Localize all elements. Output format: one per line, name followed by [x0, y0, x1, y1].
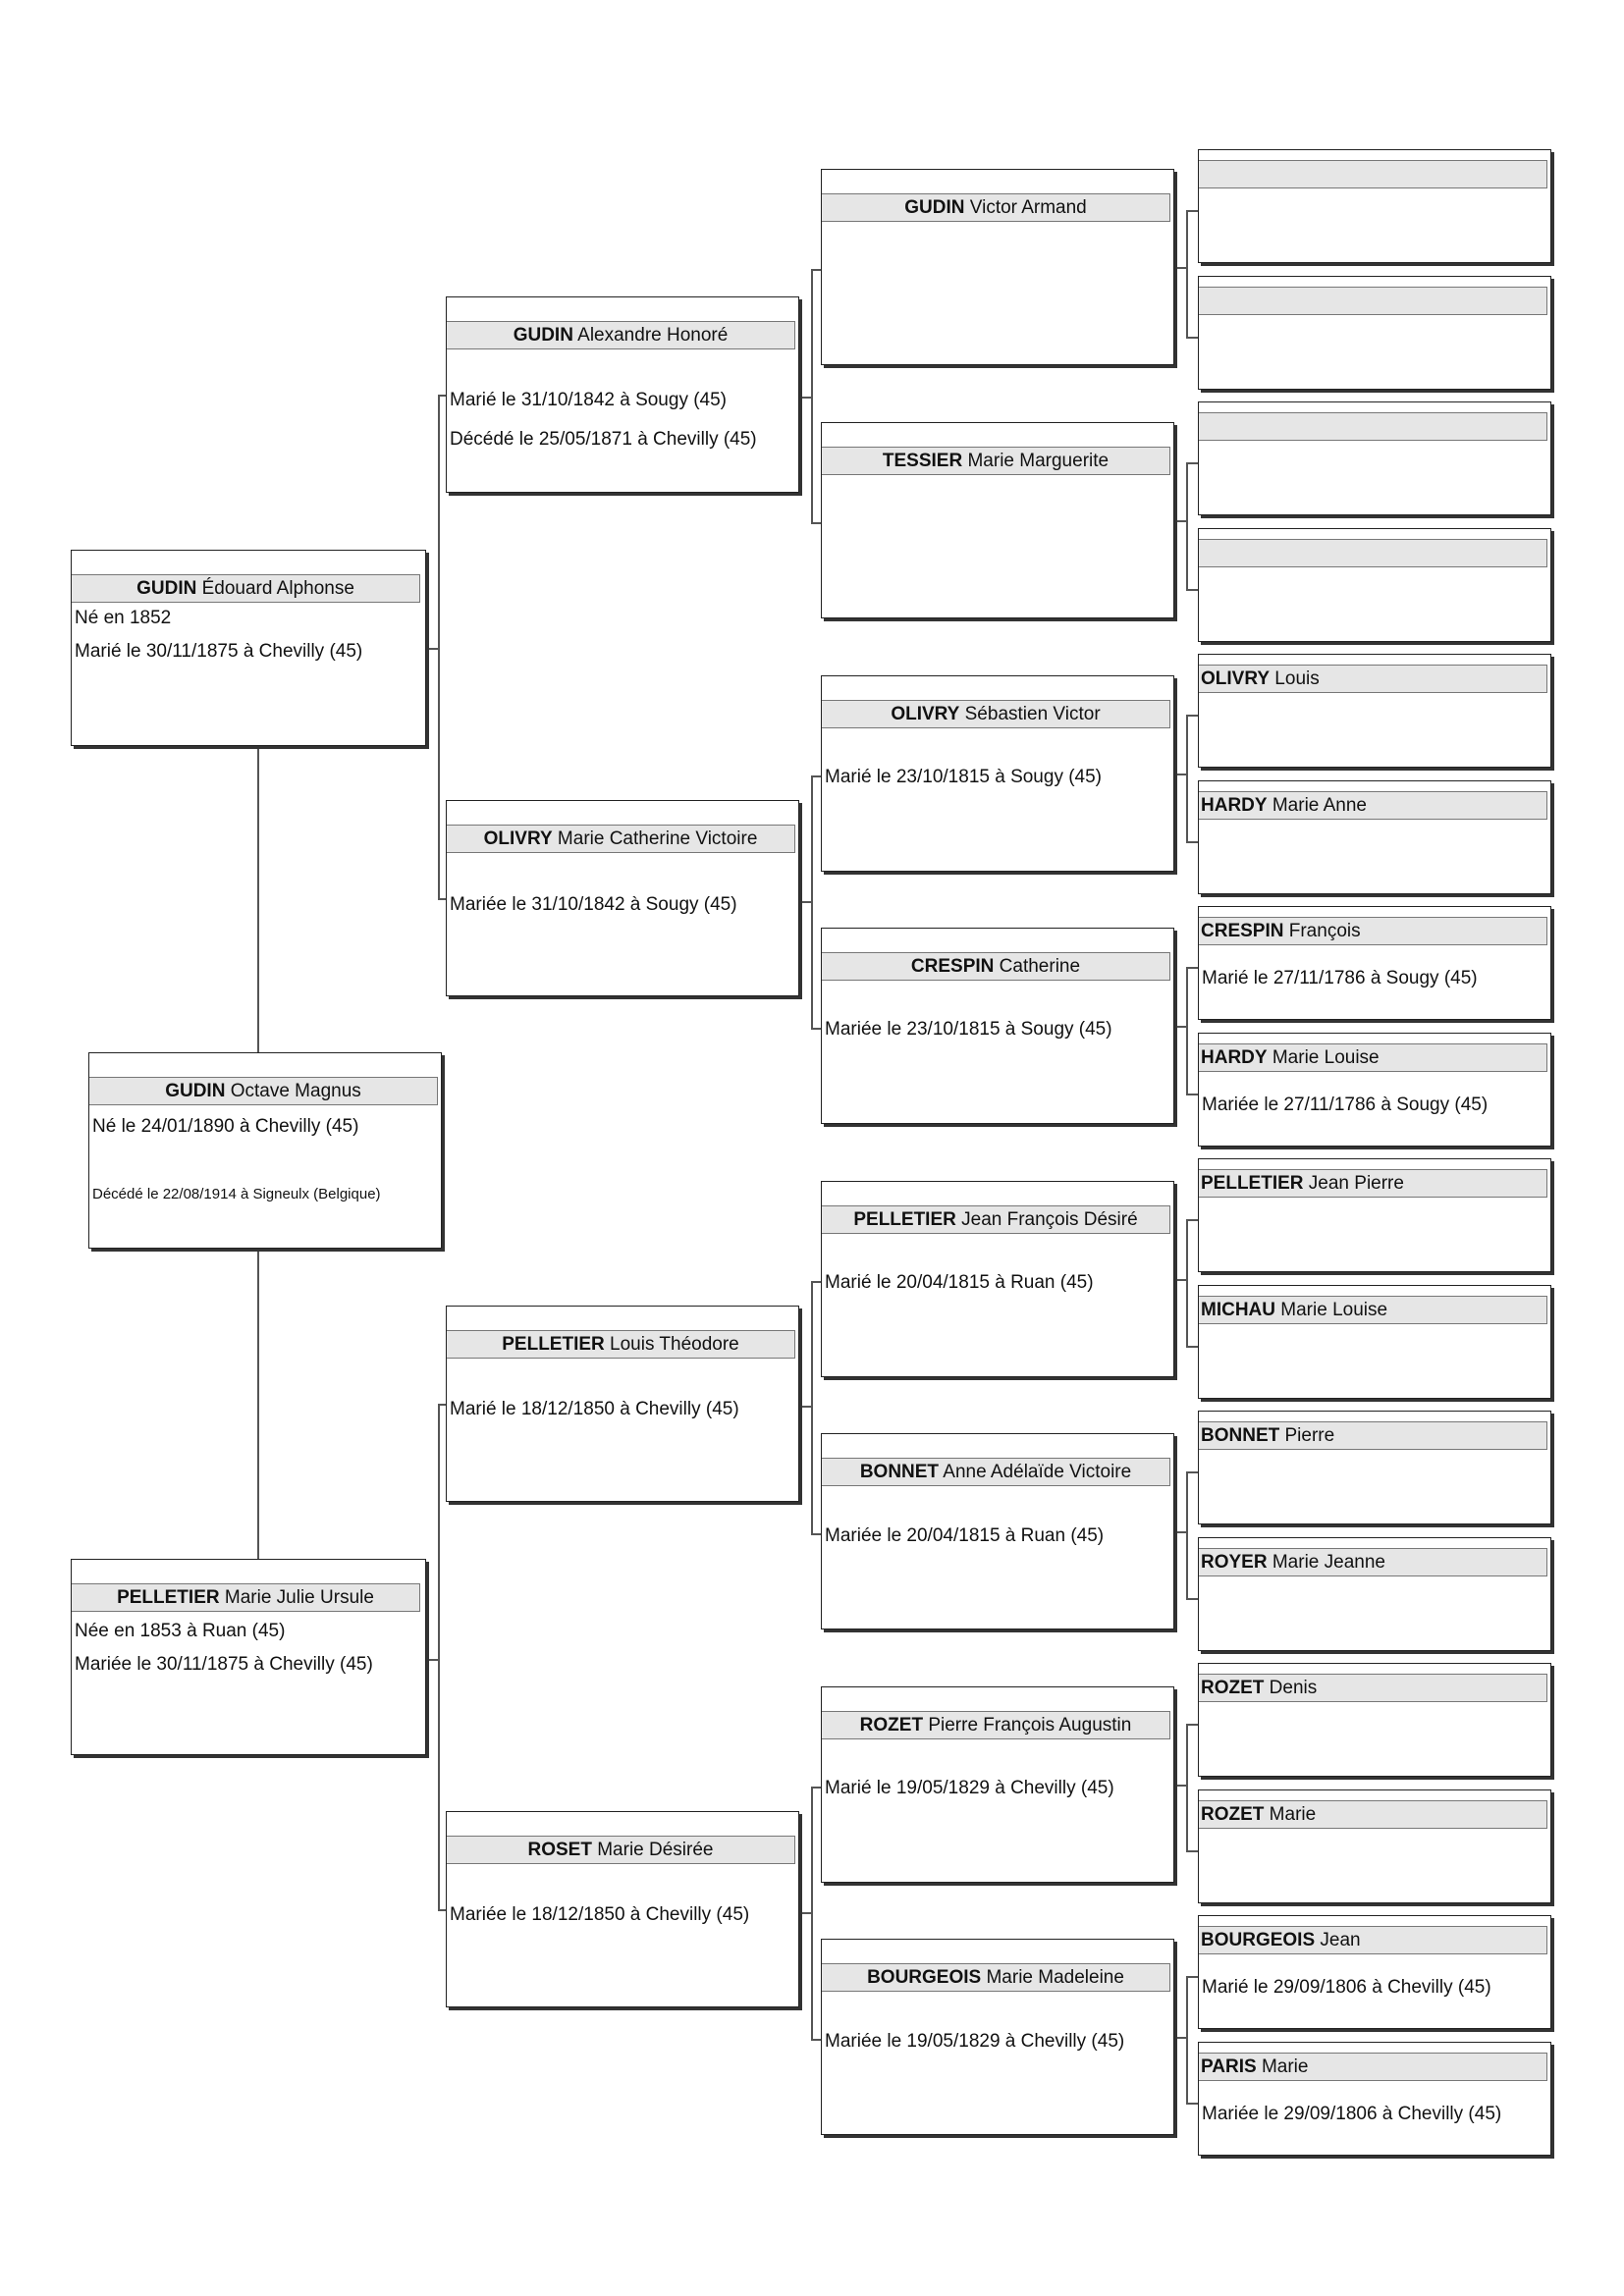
surname: PELLETIER: [502, 1334, 605, 1355]
surname: ROZET: [859, 1715, 924, 1735]
connector-line: [1176, 1026, 1186, 1028]
connector-line: [1186, 1471, 1198, 1473]
given-names: Louis: [1270, 668, 1320, 689]
connector-line: [1176, 1531, 1186, 1533]
connector-line: [438, 1909, 446, 1911]
person-box-tessier-marie-marguerite[interactable]: [821, 422, 1174, 618]
person-name: [447, 825, 795, 853]
given-names: Marie Jeanne: [1267, 1552, 1385, 1573]
connector-line: [1176, 1785, 1186, 1787]
person-box-bonnet-anne-adelaide-victoire[interactable]: [821, 1433, 1174, 1629]
connector-line: [1186, 1850, 1198, 1852]
person-name: [822, 1711, 1170, 1739]
surname: GUDIN: [165, 1081, 226, 1101]
person-name: [89, 1077, 438, 1105]
person-box-roset-marie-desiree[interactable]: [446, 1811, 799, 2007]
person-name: [822, 952, 1170, 981]
person-box-paris-marie[interactable]: [1198, 2042, 1551, 2156]
connector-line: [1186, 2103, 1198, 2105]
given-names: Catherine: [994, 956, 1081, 977]
person-event: Marié le 20/04/1815 à Ruan (45): [825, 1272, 1094, 1293]
person-name: [1199, 1043, 1547, 1072]
surname: PELLETIER: [1201, 1173, 1304, 1194]
person-box-hardy-marie-louise[interactable]: [1198, 1033, 1551, 1147]
given-names: Alexandre Honoré: [572, 325, 729, 346]
person-box-royer-marie-jeanne[interactable]: [1198, 1537, 1551, 1651]
connector-line: [801, 901, 811, 903]
person-name: [822, 193, 1170, 222]
given-names: Victor Armand: [964, 197, 1087, 218]
person-box-olivry-sebastien-victor[interactable]: [821, 675, 1174, 872]
given-names: Marie Marguerite: [962, 451, 1110, 471]
person-box-pelletier-marie-julie-ursule[interactable]: [71, 1559, 426, 1755]
connector-line: [811, 1028, 821, 1030]
person-event: Mariée le 30/11/1875 à Chevilly (45): [75, 1654, 373, 1675]
given-names: Denis: [1264, 1678, 1318, 1698]
person-box-unknown-4[interactable]: [1198, 528, 1551, 642]
person-name: [72, 574, 420, 603]
connector-line: [1186, 1219, 1198, 1221]
surname: MICHAU: [1201, 1300, 1275, 1320]
surname: OLIVRY: [1201, 668, 1271, 689]
connector-line: [1186, 715, 1198, 717]
connector-line: [801, 397, 811, 399]
person-name: [822, 1963, 1170, 1992]
surname: CRESPIN: [910, 956, 995, 977]
connector-line: [811, 775, 813, 1028]
connector-line: [438, 395, 440, 898]
connector-line: [1186, 210, 1188, 337]
given-names: Marie Julie Ursule: [219, 1587, 374, 1608]
connector-line: [1186, 1219, 1188, 1346]
person-box-crespin-francois[interactable]: [1198, 906, 1551, 1020]
surname: PELLETIER: [853, 1209, 956, 1230]
given-names: Louis Théodore: [604, 1334, 739, 1355]
person-name: [72, 1583, 420, 1612]
person-box-unknown-2[interactable]: [1198, 276, 1551, 390]
connector-line: [1186, 715, 1188, 841]
surname: GUDIN: [513, 325, 573, 346]
person-event: Marié le 18/12/1850 à Chevilly (45): [450, 1399, 739, 1419]
given-names: Jean: [1315, 1930, 1361, 1950]
surname: HARDY: [1201, 1047, 1268, 1068]
person-box-michau-marie-louise[interactable]: [1198, 1285, 1551, 1399]
connector-line: [1186, 1094, 1198, 1095]
person-box-pelletier-jean-francois-desire[interactable]: [821, 1181, 1174, 1377]
given-names: Marie Catherine Victoire: [552, 828, 758, 849]
connector-line: [438, 395, 446, 397]
connector-line: [1186, 841, 1198, 843]
connector-line: [1186, 462, 1198, 464]
given-names: Sébastien Victor: [959, 704, 1101, 724]
person-event: Marié le 23/10/1815 à Sougy (45): [825, 767, 1103, 787]
surname: GUDIN: [136, 578, 197, 599]
surname: BONNET: [859, 1462, 940, 1482]
person-event: Décédé le 22/08/1914 à Signeulx (Belgique): [92, 1186, 381, 1202]
person-name: [1199, 1674, 1547, 1702]
person-event: Mariée le 27/11/1786 à Sougy (45): [1202, 1095, 1489, 1115]
surname: OLIVRY: [483, 828, 553, 849]
given-names: Pierre François Augustin: [923, 1715, 1132, 1735]
given-names: Marie Madeleine: [981, 1967, 1124, 1988]
connector-line: [1186, 967, 1198, 969]
person-event: Mariée le 31/10/1842 à Sougy (45): [450, 894, 737, 915]
person-event: Décédé le 25/05/1871 à Chevilly (45): [450, 429, 757, 450]
person-name: [1199, 1800, 1547, 1829]
person-name: [1199, 2053, 1547, 2081]
person-box-rozet-marie[interactable]: [1198, 1789, 1551, 1903]
person-name: [822, 1205, 1170, 1234]
connector-line: [438, 898, 446, 900]
connector-line: [811, 1533, 821, 1535]
connector-line: [1176, 1279, 1186, 1281]
person-name: [1199, 287, 1547, 315]
person-event: Né le 24/01/1890 à Chevilly (45): [92, 1116, 359, 1137]
connector-line: [811, 269, 821, 271]
surname: PELLETIER: [117, 1587, 220, 1608]
connector-line: [811, 1281, 813, 1533]
person-box-bourgeois-jean[interactable]: [1198, 1915, 1551, 2029]
person-name: [822, 1458, 1170, 1486]
person-name: [1199, 412, 1547, 441]
person-name: [822, 447, 1170, 475]
connector-line: [1186, 1346, 1198, 1348]
connector-line: [811, 1787, 813, 2039]
surname: TESSIER: [882, 451, 963, 471]
connector-line: [1186, 1724, 1198, 1726]
connector-line: [1186, 1724, 1188, 1850]
person-box-gudin-alexandre-honore[interactable]: [446, 296, 799, 493]
person-name: [1199, 1548, 1547, 1576]
given-names: Anne Adélaïde Victoire: [939, 1462, 1132, 1482]
person-event: Mariée le 29/09/1806 à Chevilly (45): [1202, 2104, 1502, 2124]
person-name: [1199, 539, 1547, 567]
person-box-olivry-louis[interactable]: [1198, 654, 1551, 768]
person-name: [1199, 917, 1547, 945]
connector-line: [1176, 267, 1186, 269]
connector-line: [801, 1912, 811, 1914]
connector-line: [1186, 462, 1188, 589]
connector-line: [1176, 774, 1186, 775]
connector-line: [438, 1404, 440, 1909]
person-box-gudin-victor-armand[interactable]: [821, 169, 1174, 365]
connector-line: [811, 1281, 821, 1283]
surname: OLIVRY: [891, 704, 960, 724]
surname: ROYER: [1201, 1552, 1268, 1573]
person-box-gudin-edouard-alphonse[interactable]: [71, 550, 426, 746]
surname: ROZET: [1201, 1678, 1265, 1698]
given-names: Octave Magnus: [225, 1081, 361, 1101]
person-event: Mariée le 20/04/1815 à Ruan (45): [825, 1525, 1105, 1546]
connector-line: [1176, 520, 1186, 522]
connector-line: [1176, 2037, 1186, 2039]
connector-line: [1186, 1976, 1198, 1978]
person-event: Marié le 30/11/1875 à Chevilly (45): [75, 641, 363, 662]
connector-line: [1186, 1471, 1188, 1598]
surname: ROZET: [1201, 1804, 1265, 1825]
person-event: Mariée le 19/05/1829 à Chevilly (45): [825, 2031, 1125, 2052]
person-box-bonnet-pierre[interactable]: [1198, 1411, 1551, 1524]
surname: HARDY: [1201, 795, 1268, 816]
connector-line: [811, 269, 813, 522]
person-name: [1199, 791, 1547, 820]
connector-line: [1186, 337, 1198, 339]
connector-line: [811, 1787, 821, 1789]
person-box-olivry-marie-catherine-victoire[interactable]: [446, 800, 799, 996]
person-name: [1199, 1296, 1547, 1324]
person-event: Mariée le 23/10/1815 à Sougy (45): [825, 1019, 1112, 1040]
connector-line: [428, 1659, 438, 1661]
connector-line: [811, 522, 821, 524]
given-names: Marie: [1256, 2056, 1309, 2077]
surname: PARIS: [1201, 2056, 1257, 2077]
connector-line: [1186, 210, 1198, 212]
person-box-crespin-catherine[interactable]: [821, 928, 1174, 1124]
person-name: [1199, 1926, 1547, 1954]
person-name: [1199, 1169, 1547, 1198]
person-box-rozet-denis[interactable]: [1198, 1663, 1551, 1777]
surname: GUDIN: [904, 197, 965, 218]
connector-line: [1186, 1598, 1198, 1600]
person-name: [447, 321, 795, 349]
person-name: [1199, 1421, 1547, 1450]
given-names: Pierre: [1279, 1425, 1335, 1446]
person-name: [822, 700, 1170, 728]
person-event: Né en 1852: [75, 608, 172, 628]
connector-line: [428, 648, 438, 650]
surname: CRESPIN: [1201, 921, 1284, 941]
person-box-hardy-marie-anne[interactable]: [1198, 780, 1551, 894]
surname: BOURGEOIS: [867, 1967, 982, 1988]
person-event: Marié le 19/05/1829 à Chevilly (45): [825, 1778, 1114, 1798]
connector-line: [811, 2039, 821, 2041]
person-name: [1199, 665, 1547, 693]
given-names: Marie Louise: [1267, 1047, 1380, 1068]
given-names: François: [1283, 921, 1361, 941]
person-box-rozet-pierre-francois-augustin[interactable]: [821, 1686, 1174, 1883]
given-names: Jean François Désiré: [955, 1209, 1138, 1230]
connector-line: [811, 775, 821, 777]
given-names: Édouard Alphonse: [196, 578, 354, 599]
person-event: Mariée le 18/12/1850 à Chevilly (45): [450, 1904, 750, 1925]
person-event: Marié le 27/11/1786 à Sougy (45): [1202, 968, 1478, 988]
given-names: Marie Louise: [1275, 1300, 1388, 1320]
connector-line: [801, 1406, 811, 1408]
connector-line: [1186, 589, 1198, 591]
connector-line: [1186, 1976, 1188, 2103]
surname: BOURGEOIS: [1201, 1930, 1316, 1950]
connector-line: [438, 1404, 446, 1406]
surname: BONNET: [1201, 1425, 1280, 1446]
person-box-gudin-octave-magnus[interactable]: [88, 1052, 442, 1249]
person-box-unknown-1[interactable]: [1198, 149, 1551, 263]
person-box-unknown-3[interactable]: [1198, 401, 1551, 515]
person-name: [1199, 160, 1547, 188]
person-event: Née en 1853 à Ruan (45): [75, 1621, 286, 1641]
given-names: Marie Anne: [1267, 795, 1367, 816]
person-name: [447, 1836, 795, 1864]
person-event: Marié le 31/10/1842 à Sougy (45): [450, 390, 728, 410]
given-names: Jean Pierre: [1303, 1173, 1404, 1194]
connector-line: [257, 746, 259, 1052]
person-box-pelletier-jean-pierre[interactable]: [1198, 1158, 1551, 1272]
given-names: Marie: [1264, 1804, 1317, 1825]
person-name: [447, 1330, 795, 1359]
connector-line: [1186, 967, 1188, 1094]
person-box-pelletier-louis-theodore[interactable]: [446, 1306, 799, 1502]
given-names: Marie Désirée: [591, 1840, 714, 1860]
person-box-bourgeois-marie-madeleine[interactable]: [821, 1939, 1174, 2135]
connector-line: [257, 1249, 259, 1559]
person-event: Marié le 29/09/1806 à Chevilly (45): [1202, 1977, 1491, 1998]
surname: ROSET: [527, 1840, 592, 1860]
